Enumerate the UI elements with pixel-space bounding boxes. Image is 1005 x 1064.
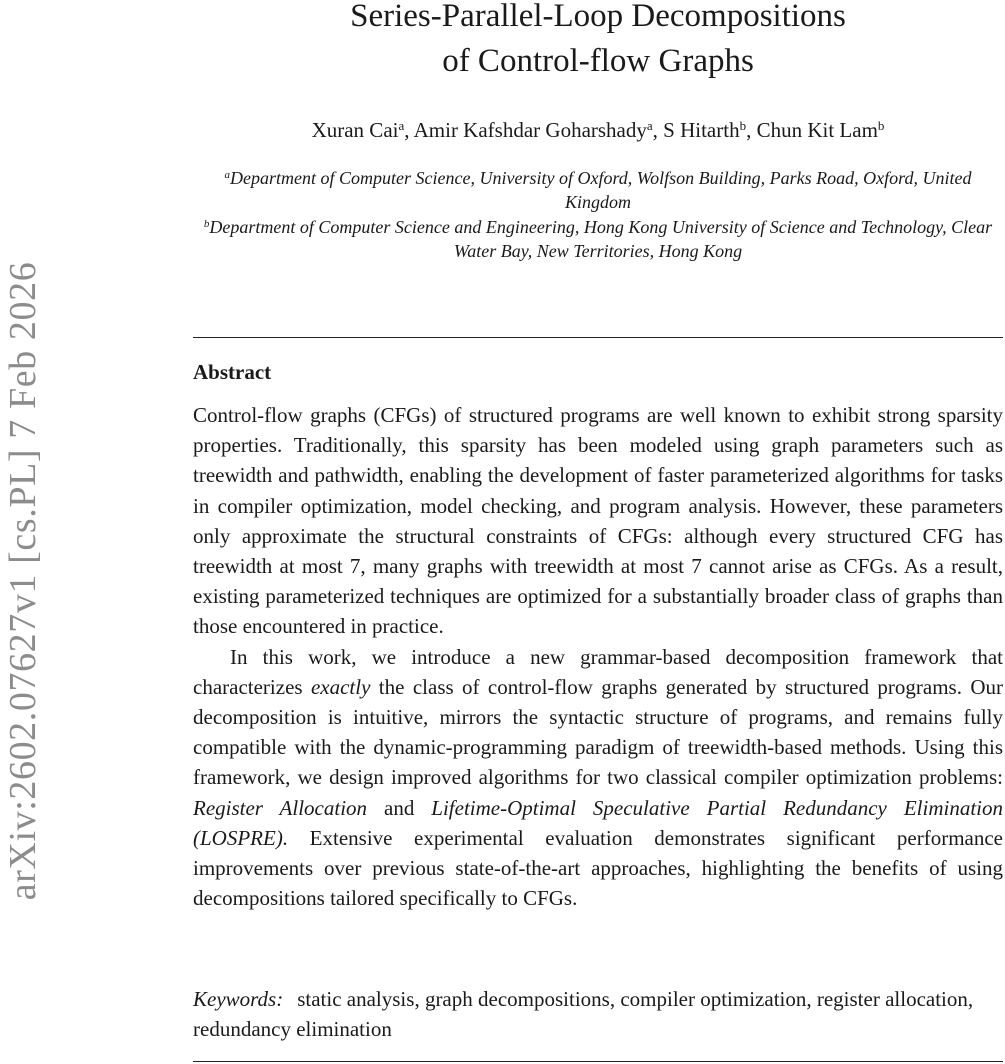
arxiv-side-stamp [2, 211, 44, 951]
abstract-body [193, 400, 1003, 913]
abstract-text: and [367, 795, 432, 820]
author-affil-mark: a [398, 118, 405, 133]
abstract-paragraph-2 [193, 642, 1003, 914]
abstract-text: Extensive experimental evaluation demonstrates significant performance improvements over previous state-of-the-art approaches, highlighting the benefits of using decompositions tailored specifically to CFGs. [193, 825, 1003, 911]
title-line-2: of Control-flow Graphs [442, 43, 754, 79]
affiliation-b [193, 215, 1003, 263]
arxiv-identifier: arXiv:2602.07627v1 [cs.PL] 7 Feb 2026 [2, 261, 44, 901]
affiliation-mark: a [224, 169, 231, 181]
affiliation-a [193, 166, 1003, 214]
author-affil-mark: b [739, 118, 747, 133]
keywords [193, 984, 1003, 1044]
affiliation-text: Department of Computer Science and Engineering, Hong Kong University of Science and Technology, Clear Water Bay, New Territories, Hong Kong [209, 217, 993, 261]
top-rule [193, 337, 1003, 338]
abstract-emphasis: exactly [310, 674, 371, 699]
author-name: S Hitarth [663, 118, 740, 142]
abstract-heading: Abstract [193, 360, 272, 384]
author-name: Xuran Cai [311, 118, 399, 142]
abstract-emphasis: Register Allocation [193, 795, 368, 820]
author-name: Chun Kit Lam [756, 118, 878, 142]
abstract-paragraph-1: Control-flow graphs (CFGs) of structured programs are well known to exhibit strong sparsity properties. Traditionally, this sparsity has been modeled using graph parameters such as treewidth and pathwidth, enabling the development of faster parameterized algorithms for tasks in compiler optimization, model checking, and program analysis. However, these parameters only approximate the structural constraints of CFGs: although every structured CFG has treewidth at most 7, many graphs with treewidth at most 7 cannot arise as CFGs. As a result, existing parameterized techniques are optimized for a substantially broader class of graphs than those encountered in practice. [193, 403, 1003, 639]
keywords-label: Keywords: [193, 987, 284, 1011]
title-line-1: Series-Parallel-Loop Decompositions [350, 0, 846, 34]
abstract-emphasis: Lifetime-Optimal Speculative Partial Redundancy Elimination (LOSPRE). [193, 795, 1003, 850]
abstract-text: In this work, we introduce a new grammar-based decomposition framework that characterizes [193, 644, 1003, 699]
paper-title [193, 0, 1003, 84]
abstract-text: the class of control-flow graphs generated by structured programs. Our decomposition is intuitive, mirrors the syntactic structure of programs, and remains fully compatible with the dynamic-programming paradigm of treewidth-based methods. Using this framework, we design improved algorithms for two classical compiler optimization problems: [193, 674, 1003, 790]
bottom-rule [193, 1061, 1003, 1062]
keywords-text: static analysis, graph decompositions, compiler optimization, register allocation, redundancy elimination [193, 987, 974, 1041]
affiliation-mark: b [203, 218, 210, 230]
author-list: Xuran Cai$^a$, Amir Kafshdar Goharshady$^a$, S Hitarth$^b$, Chun Kit Lam$^b$ [311, 118, 885, 142]
author-affil-mark: b [877, 118, 885, 133]
author-affil-mark: a [646, 118, 653, 133]
affiliation-text: Department of Computer Science, University of Oxford, Wolfson Building, Parks Road, Oxford, United Kingdom [230, 168, 972, 212]
author-name: Amir Kafshdar Goharshady [413, 118, 647, 142]
